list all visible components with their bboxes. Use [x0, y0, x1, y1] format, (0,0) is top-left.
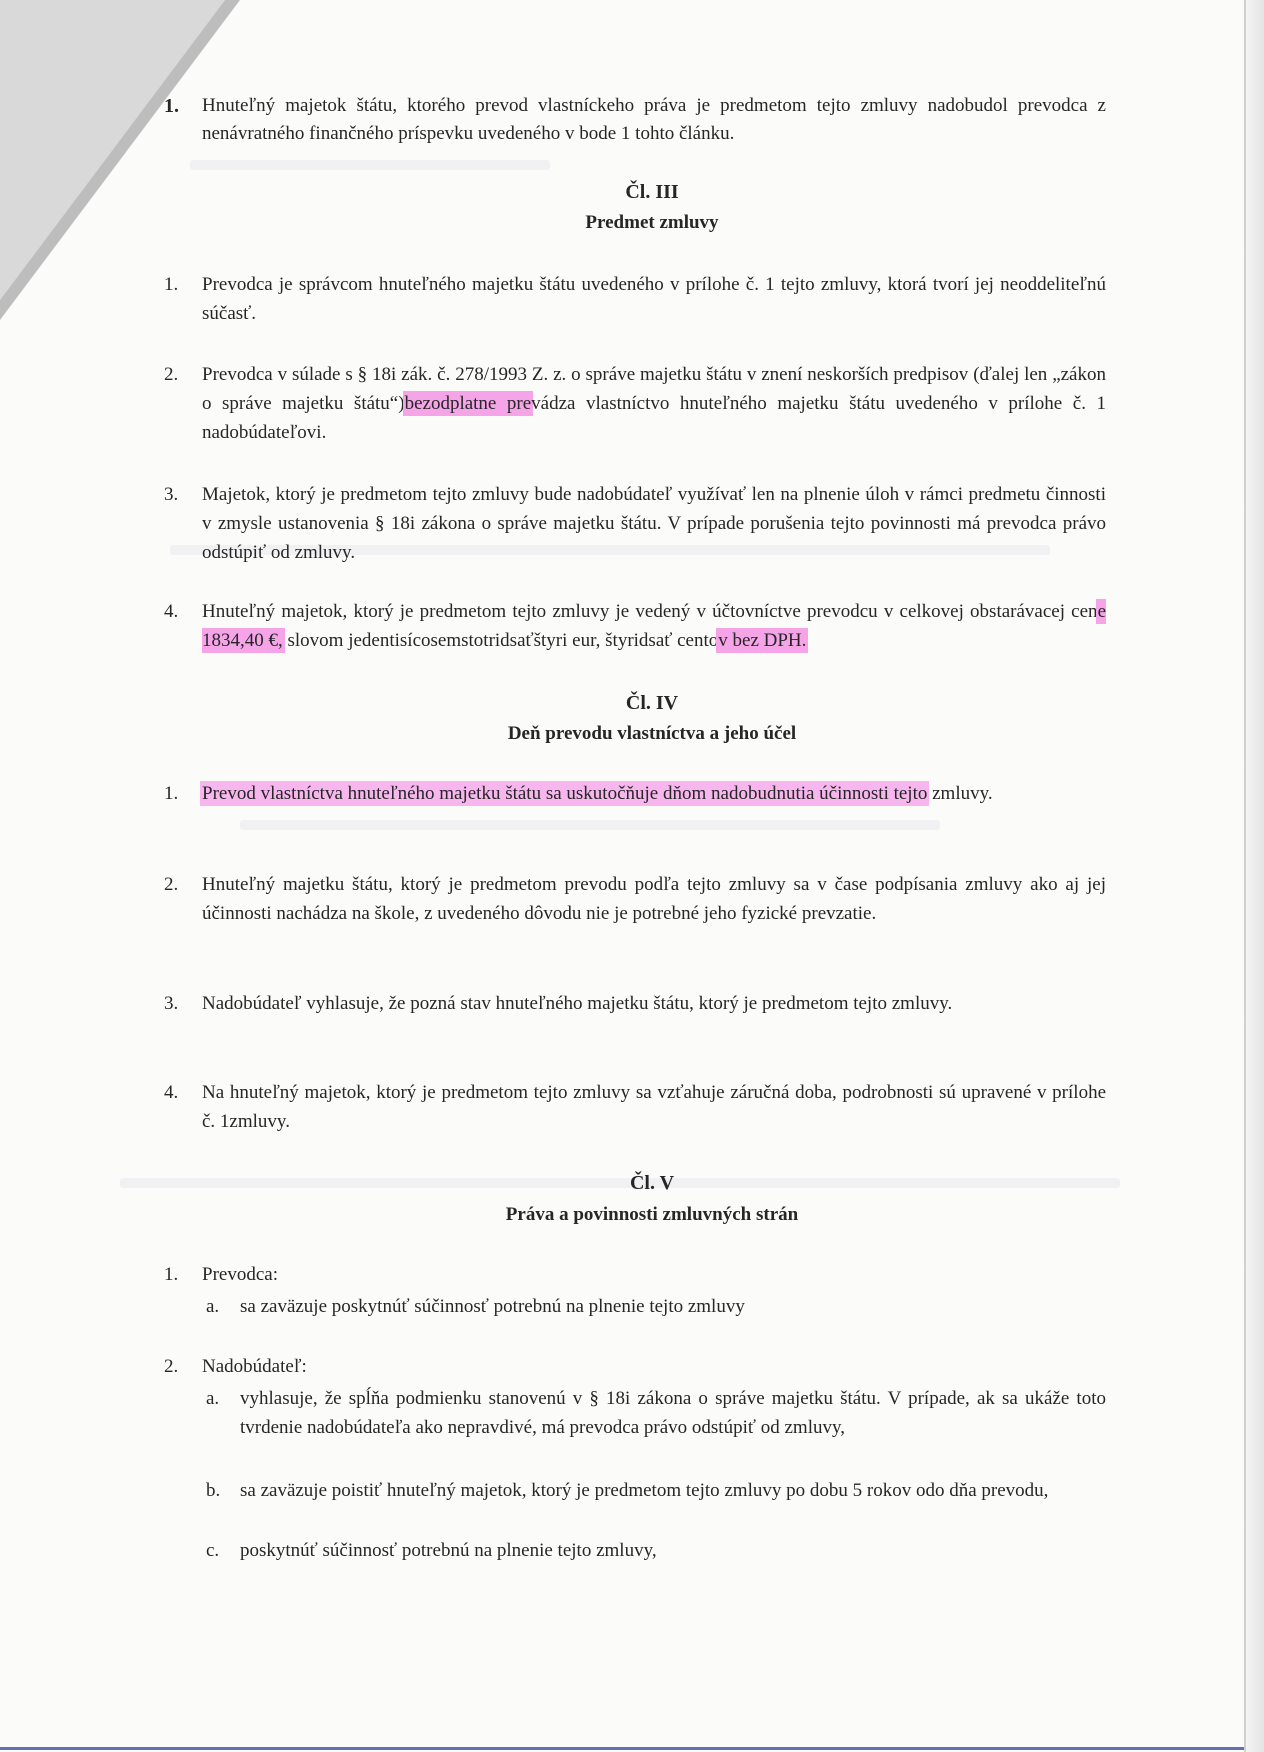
article-5-p1-item-text: sa zaväzuje poskytnúť súčinnosť potrebnú na plnenie tejto zmluvy	[240, 1296, 745, 1317]
article-4-title: Deň prevodu vlastníctva a jeho účel	[507, 723, 797, 744]
article-3-p3-text: Majetok, ktorý je predmetom tejto zmluvy bude nadobúdateľ využívať len na plnenie úloh v rámci predmetu činnosti v zmysle ustanovenia § 18i zákona o správe majetku štátu. V prípade porušenia tejto povinnosti má prevodca právo odstúpiť od zmluvy.	[202, 484, 1106, 563]
article-5-p1-number: 1.	[164, 1264, 179, 1285]
article-3-p2-number: 2.	[164, 364, 179, 385]
article-5-p2-label: Nadobúdateľ:	[202, 1356, 307, 1377]
intro-number: 1.	[164, 95, 179, 117]
article-4-p2-text: Hnuteľný majetku štátu, ktorý je predmetom prevodu podľa tejto zmluvy sa v čase podpísania zmluvy ako aj jej účinnosti nachádza na škole, z uvedeného dôvodu nie je potrebné jeho fyzické prevzatie.	[202, 874, 1106, 924]
article-5-p1-label: Prevodca:	[202, 1264, 278, 1285]
article-5-p2-item-letter: a.	[206, 1388, 220, 1409]
article-5-number: Čl. V	[629, 1172, 675, 1194]
article-4-p2-number: 2.	[164, 874, 179, 895]
highlighted-vat: v bez DPH.	[718, 630, 807, 651]
intro-paragraph: Hnuteľný majetok štátu, ktorého prevod vlastníckeho práva je predmetom tejto zmluvy nadobudol prevodca z nenávratného finančného príspevku uvedeného v bode 1 tohto článku.	[202, 95, 1106, 144]
highlighted-text: bezodplatne pre	[404, 393, 532, 414]
article-3-p1-text: Prevodca je správcom hnuteľného majetku štátu uvedeného v prílohe č. 1 tejto zmluvy, ktorá tvorí jej neoddeliteľnú súčasť.	[202, 274, 1106, 324]
article-3-title: Predmet zmluvy	[585, 212, 719, 233]
article-4-p4-text: Na hnuteľný majetok, ktorý je predmetom tejto zmluvy sa vzťahuje záručná doba, podrobnosti sú upravené v prílohe č. 1zmluvy.	[202, 1082, 1106, 1132]
article-5-title: Práva a povinnosti zmluvných strán	[505, 1204, 799, 1225]
article-5-p2-item-text: vyhlasuje, že spĺňa podmienku stanovenú v § 18i zákona o správe majetku štátu. V prípade, ak sa ukáže toto tvrdenie nadobúdateľa ako nepravdivé, má prevodca právo odstúpiť od zmluvy,	[240, 1388, 1106, 1438]
article-3-p1-number: 1.	[164, 274, 179, 295]
highlighted-transfer: Prevod vlastníctva hnuteľného majetku štátu sa uskutočňuje dňom nadobudnutia účinnosti tejto	[202, 783, 928, 804]
article-5-p2-number: 2.	[164, 1356, 179, 1377]
article-5-p2-item-letter: c.	[206, 1540, 220, 1561]
article-4-p4-number: 4.	[164, 1082, 179, 1103]
article-3-p2-after: vádza vlastníctvo hnuteľného majetku štátu uvedeného v prílohe č. 1 nadobúdateľovi.	[202, 393, 1106, 443]
article-5-p2-item-text: sa zaväzuje poistiť hnuteľný majetok, ktorý je predmetom tejto zmluvy po dobu 5 rokov odo dňa prevodu,	[240, 1480, 1049, 1501]
article-3-p4-number: 4.	[164, 601, 179, 622]
article-4-p3-number: 3.	[164, 993, 179, 1014]
article-5-p2-item-letter: b.	[206, 1480, 221, 1501]
article-3-p4-before: Hnuteľný majetok, ktorý je predmetom tejto zmluvy je vedený v účtovníctve prevodcu v celkovej obstarávacej cen	[202, 601, 1098, 622]
article-4-p1-after: zmluvy.	[927, 783, 993, 804]
highlighted-price: e 1834,40 €,	[202, 601, 1106, 651]
article-3-p2-before: Prevodca v súlade s § 18i zák. č. 278/1993 Z. z. o správe majetku štátu v znení neskorších predpisov (ďalej len „zákon o správe majetku štátu“)	[202, 364, 1106, 414]
article-4-p3-text: Nadobúdateľ vyhlasuje, že pozná stav hnuteľného majetku štátu, ktorý je predmetom tejto zmluvy.	[202, 993, 953, 1014]
article-4-p1-number: 1.	[164, 783, 179, 804]
article-5-p2-item-text: poskytnúť súčinnosť potrebnú na plnenie tejto zmluvy,	[240, 1540, 657, 1561]
article-4-p1-text	[202, 779, 1106, 808]
article-3-p4-text	[202, 597, 1106, 655]
article-3-number: Čl. III	[625, 181, 679, 203]
article-4-number: Čl. IV	[625, 692, 679, 714]
article-3-p2-text	[202, 360, 1106, 447]
article-3-p4-middle: slovom jedentisícosemstotridsaťštyri eur, štyridsať cento	[282, 630, 719, 651]
article-5-p1-item-letter: a.	[206, 1296, 220, 1317]
article-3-p3-number: 3.	[164, 484, 179, 505]
